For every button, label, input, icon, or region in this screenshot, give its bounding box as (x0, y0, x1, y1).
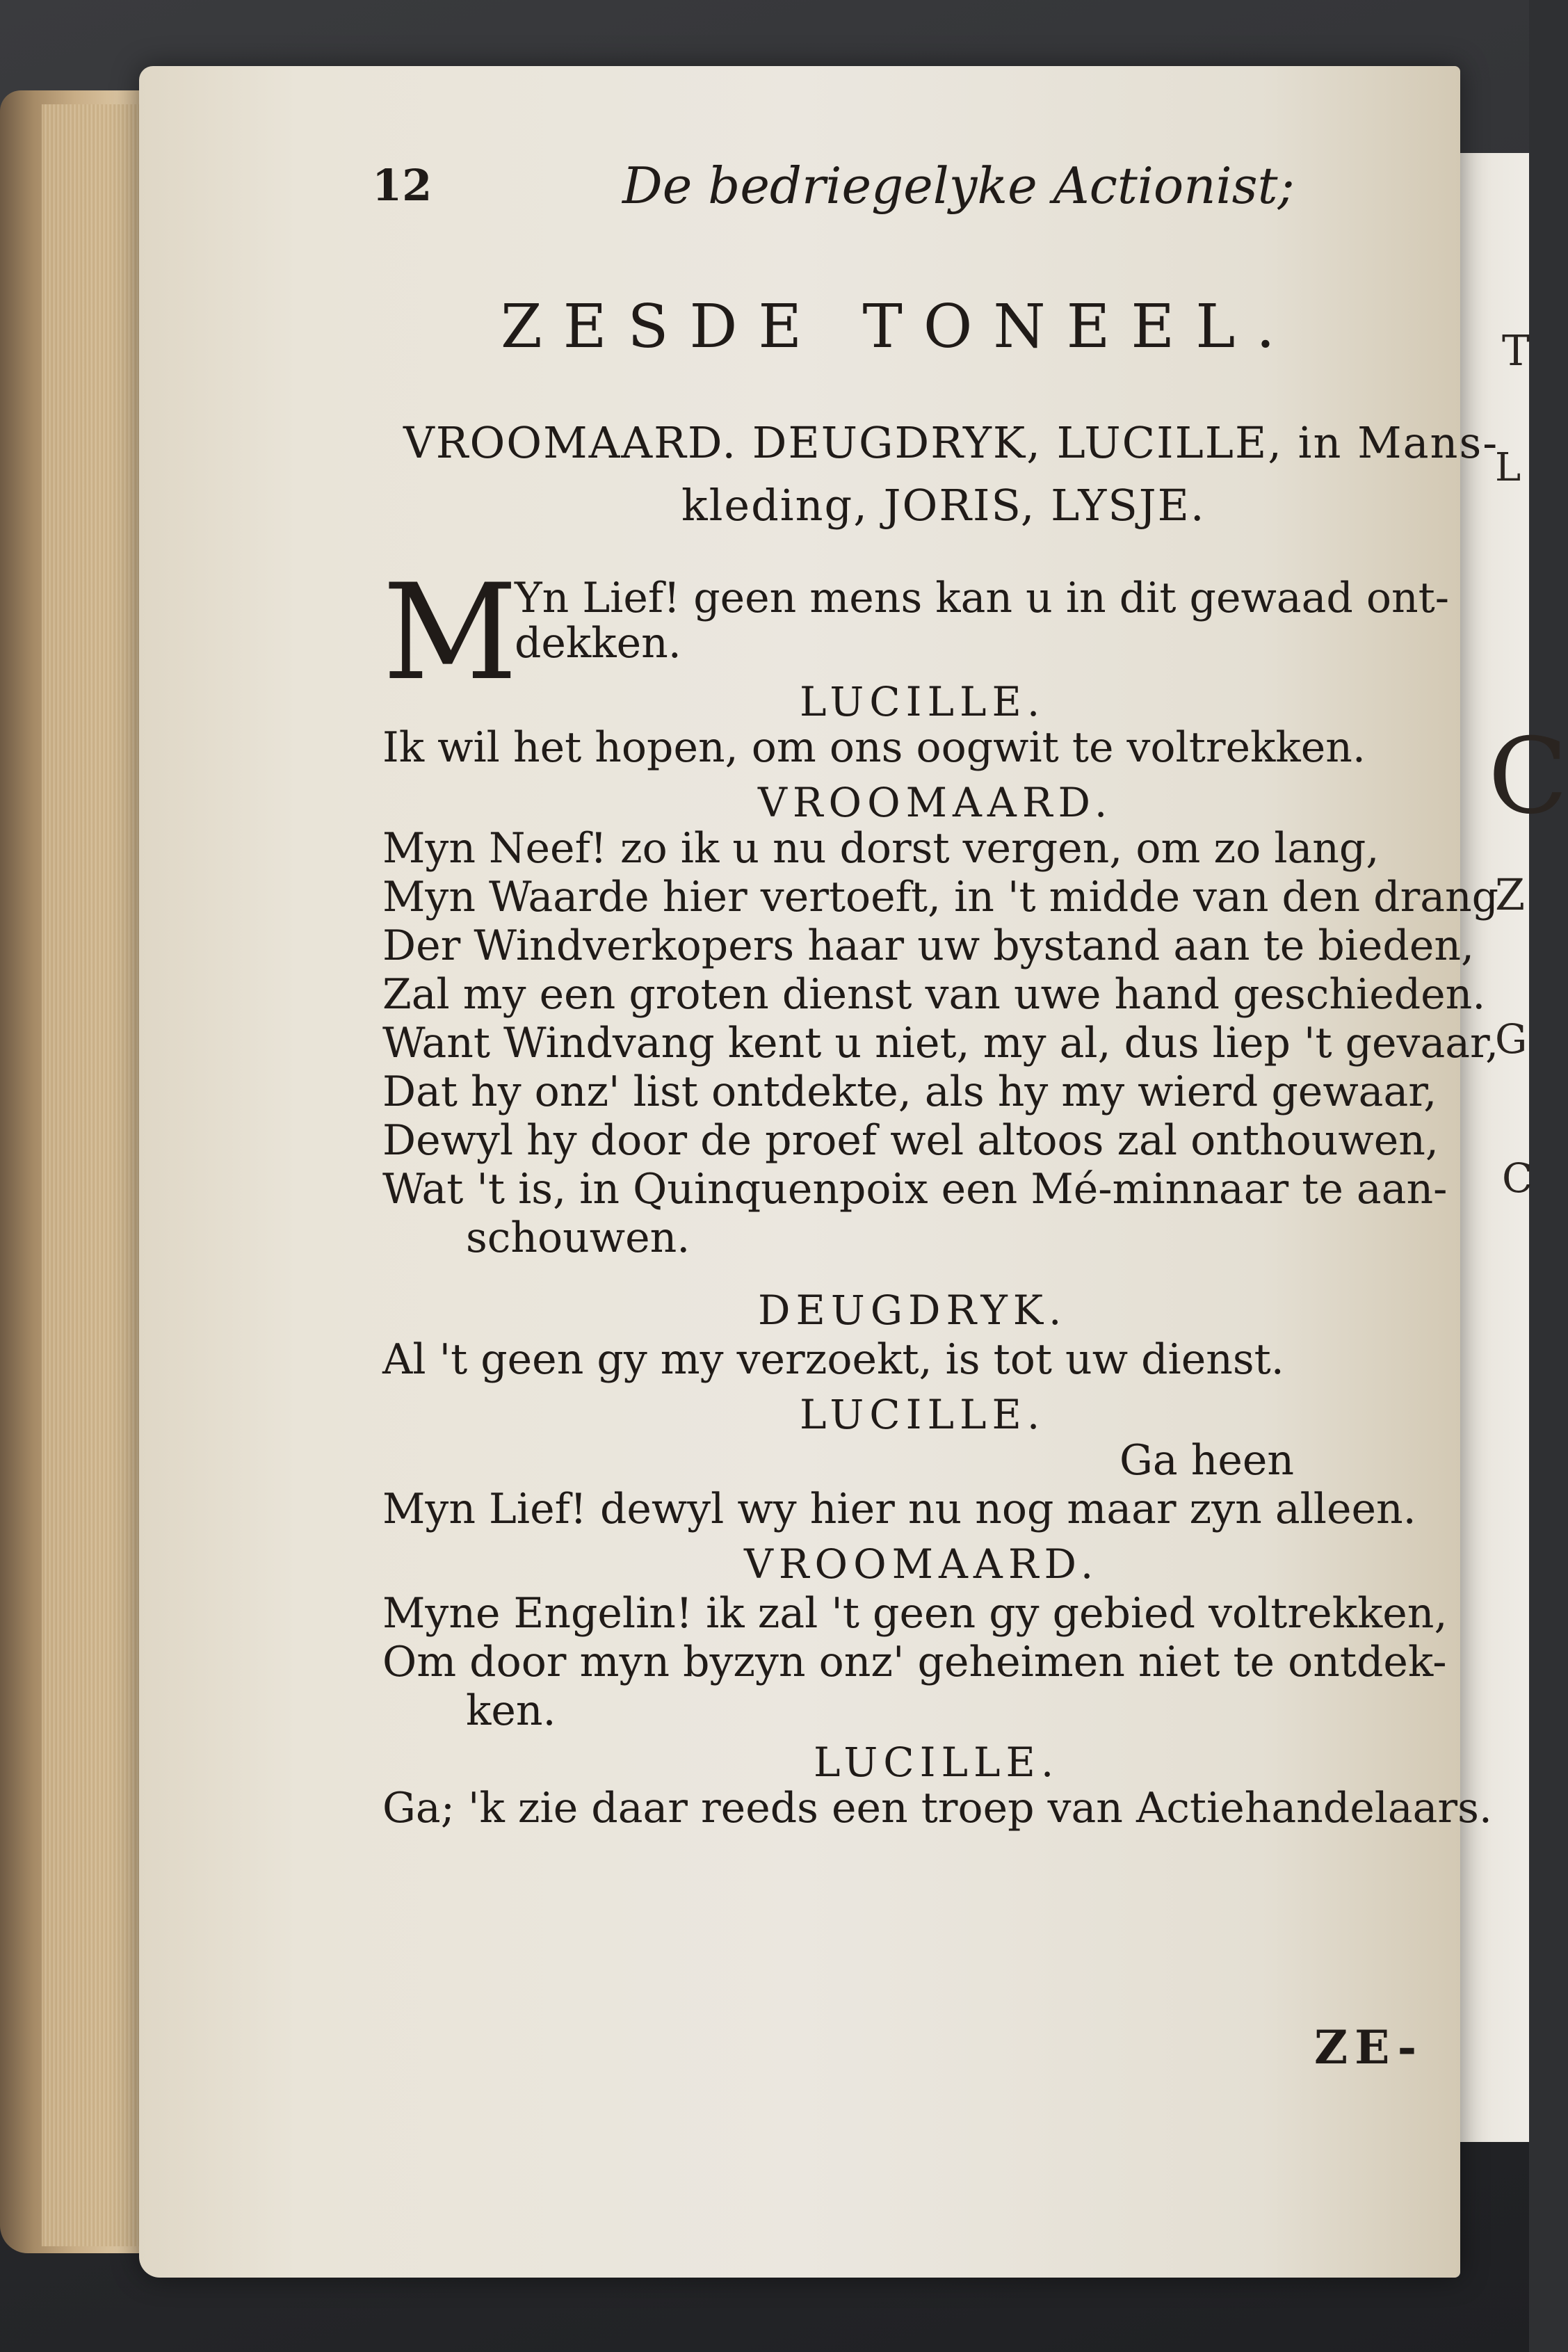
verse-line: Dewyl hy door de proef wel altoos zal onthouwen, (382, 1116, 1439, 1165)
verse-line: Al 't geen gy my verzoekt, is tot uw dienst. (382, 1335, 1284, 1384)
verse-line: schouwen. (466, 1214, 690, 1262)
verse-line: Wat 't is, in Quinquenpoix een Mé-minnaar te aan- (382, 1165, 1448, 1214)
cast-list-line: VROOMAARD. DEUGDRYK, LUCILLE, in Mans- (403, 417, 1499, 468)
verse-line: Want Windvang kent u niet, my al, dus liep 't gevaar, (382, 1019, 1499, 1068)
cast-list-line: kleding, JORIS, LYSJE. (681, 480, 1206, 531)
drop-cap: M (382, 556, 518, 709)
verse-line: Yn Lief! geen mens kan u in dit gewaad ont- (515, 574, 1449, 622)
verse-line: Myne Engelin! ik zal 't geen gy gebied voltrekken, (382, 1589, 1448, 1638)
verse-line: Myn Waarde hier vertoeft, in 't midde van den drang (382, 873, 1499, 921)
speaker-name: VROOMAARD. (758, 779, 1113, 826)
verse-line: dekken. (515, 619, 681, 668)
speaker-name: DEUGDRYK. (758, 1287, 1067, 1334)
facing-page-letter: G (1495, 1015, 1528, 1063)
facing-page-letter: C (1502, 1154, 1533, 1202)
scene-title: ZESDE TONEEL. (501, 292, 1296, 362)
facing-page-letter: C (1488, 716, 1568, 837)
speaker-name: LUCILLE. (814, 1739, 1060, 1786)
catchword: ZE- (1314, 2020, 1424, 2075)
verse-line: Dat hy onz' list ontdekte, als hy my wierd gewaar, (382, 1068, 1437, 1116)
verse-line: Myn Lief! dewyl wy hier nu nog maar zyn alleen. (382, 1485, 1416, 1533)
verse-line: Myn Neef! zo ik u nu dorst vergen, om zo lang, (382, 824, 1380, 873)
speaker-name: LUCILLE. (800, 1391, 1046, 1438)
verse-line: Der Windverkopers haar uw bystand aan te bieden, (382, 921, 1475, 970)
facing-page-letter: L (1495, 445, 1521, 490)
verse-line: Om door myn byzyn onz' geheimen niet te ontdek- (382, 1638, 1447, 1686)
page-number: 12 (372, 160, 433, 211)
verse-line: Ga heen (1120, 1436, 1295, 1485)
running-title: De bedriegelyke Actionist; (622, 156, 1295, 215)
verse-line: Zal my een groten dienst van uwe hand geschieden. (382, 970, 1486, 1019)
verse-line: Ik wil het hopen, om ons oogwit te voltrekken. (382, 723, 1366, 772)
speaker-name: VROOMAARD. (744, 1540, 1099, 1588)
speaker-name: LUCILLE. (800, 678, 1046, 725)
facing-page-letter: T (1502, 327, 1530, 376)
facing-page-letter: Z (1495, 869, 1526, 920)
verse-line: Ga; 'k zie daar reeds een troep van Actiehandelaars. (382, 1784, 1492, 1833)
verse-line: ken. (466, 1686, 556, 1735)
